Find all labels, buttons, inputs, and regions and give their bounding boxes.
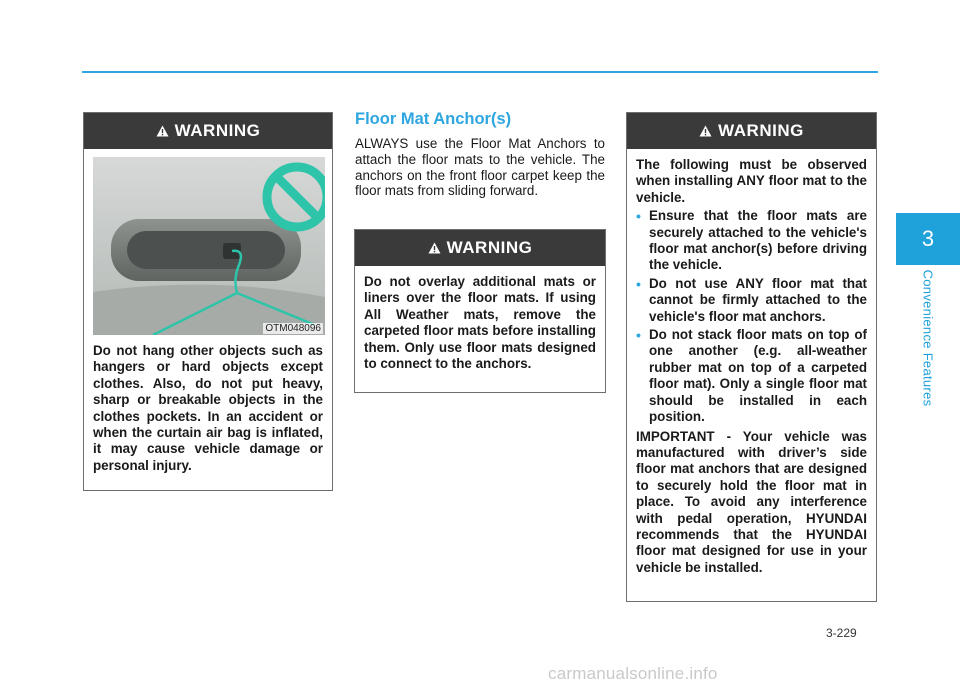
- list-item: • Do not use ANY floor mat that cannot be firmly attached to the vehicle's floor mat anchors.: [636, 275, 867, 324]
- warning-intro: The following must be observed when installing ANY floor mat to the vehicle.: [636, 157, 867, 205]
- warning-box-overlay-mats: [354, 229, 606, 393]
- bullet-dot-icon: •: [636, 275, 641, 292]
- bullet-dot-icon: •: [636, 208, 641, 225]
- page-number: 3-229: [826, 626, 857, 640]
- warning-triangle-icon: [699, 125, 712, 137]
- warning-heading: WARNING: [174, 121, 261, 140]
- warning-heading: WARNING: [718, 121, 804, 140]
- warning-body: [84, 335, 332, 482]
- list-item: • Ensure that the floor mats are securely attached to the vehicle's floor mat anchor(s) before driving the vehicle.: [636, 208, 867, 273]
- warning-triangle-icon: [156, 125, 169, 137]
- important-note: IMPORTANT - Your vehicle was manufactured with driver’s side floor mat anchors that are designed to securely hold the floor mat in place. To avoid any interference with pedal operation, HYUNDAI recommends that the HYUNDAI floor mat designed for use in your vehicle be installed.: [636, 428, 867, 575]
- watermark: carmanualsonline.info: [548, 664, 718, 683]
- warning-box-floor-mat-install: [626, 112, 877, 602]
- warning-triangle-icon: [428, 242, 441, 254]
- warning-header: [355, 230, 605, 266]
- warning-body: [355, 266, 605, 380]
- bullet-dot-icon: •: [636, 327, 641, 344]
- warning-text: Do not hang other objects such as hangers or hard objects except clothes. Also, do not put heavy, sharp or breakable objects in the clothes pockets. In an accident or when the curtain air bag is inflated, it may cause vehicle damage or personal injury.: [93, 343, 323, 473]
- header-rule: [82, 71, 878, 73]
- coat-hook-illustration: [93, 157, 325, 335]
- warning-bullet-list: [636, 208, 867, 425]
- chapter-tab: [896, 213, 960, 265]
- section-title: Floor Mat Anchor(s): [355, 110, 512, 128]
- list-item: • Do not stack floor mats on top of one another (e.g. all-weather rubber mat on top of a carpeted floor mat). Only a single floor mat should be installed in each position.: [636, 327, 867, 425]
- warning-text: Do not overlay additional mats or liners over the floor mats. If using All Weather mats, remove the carpeted floor mats before installing them. Only use floor mats designed to connect to the anchors.: [364, 274, 596, 372]
- chapter-title: Convenience Features: [920, 269, 936, 407]
- figure-code: OTM048096: [265, 323, 321, 334]
- warning-heading: WARNING: [446, 238, 533, 257]
- chapter-number: 3: [921, 226, 935, 251]
- warning-header: [627, 113, 876, 149]
- warning-box-coat-hook: [83, 112, 333, 491]
- warning-body: [627, 149, 876, 584]
- section-body: ALWAYS use the Floor Mat Anchors to attach the floor mats to the vehicle. The anchors on the front floor carpet keep the floor mats from sliding forward.: [355, 136, 605, 199]
- warning-header: [84, 113, 332, 149]
